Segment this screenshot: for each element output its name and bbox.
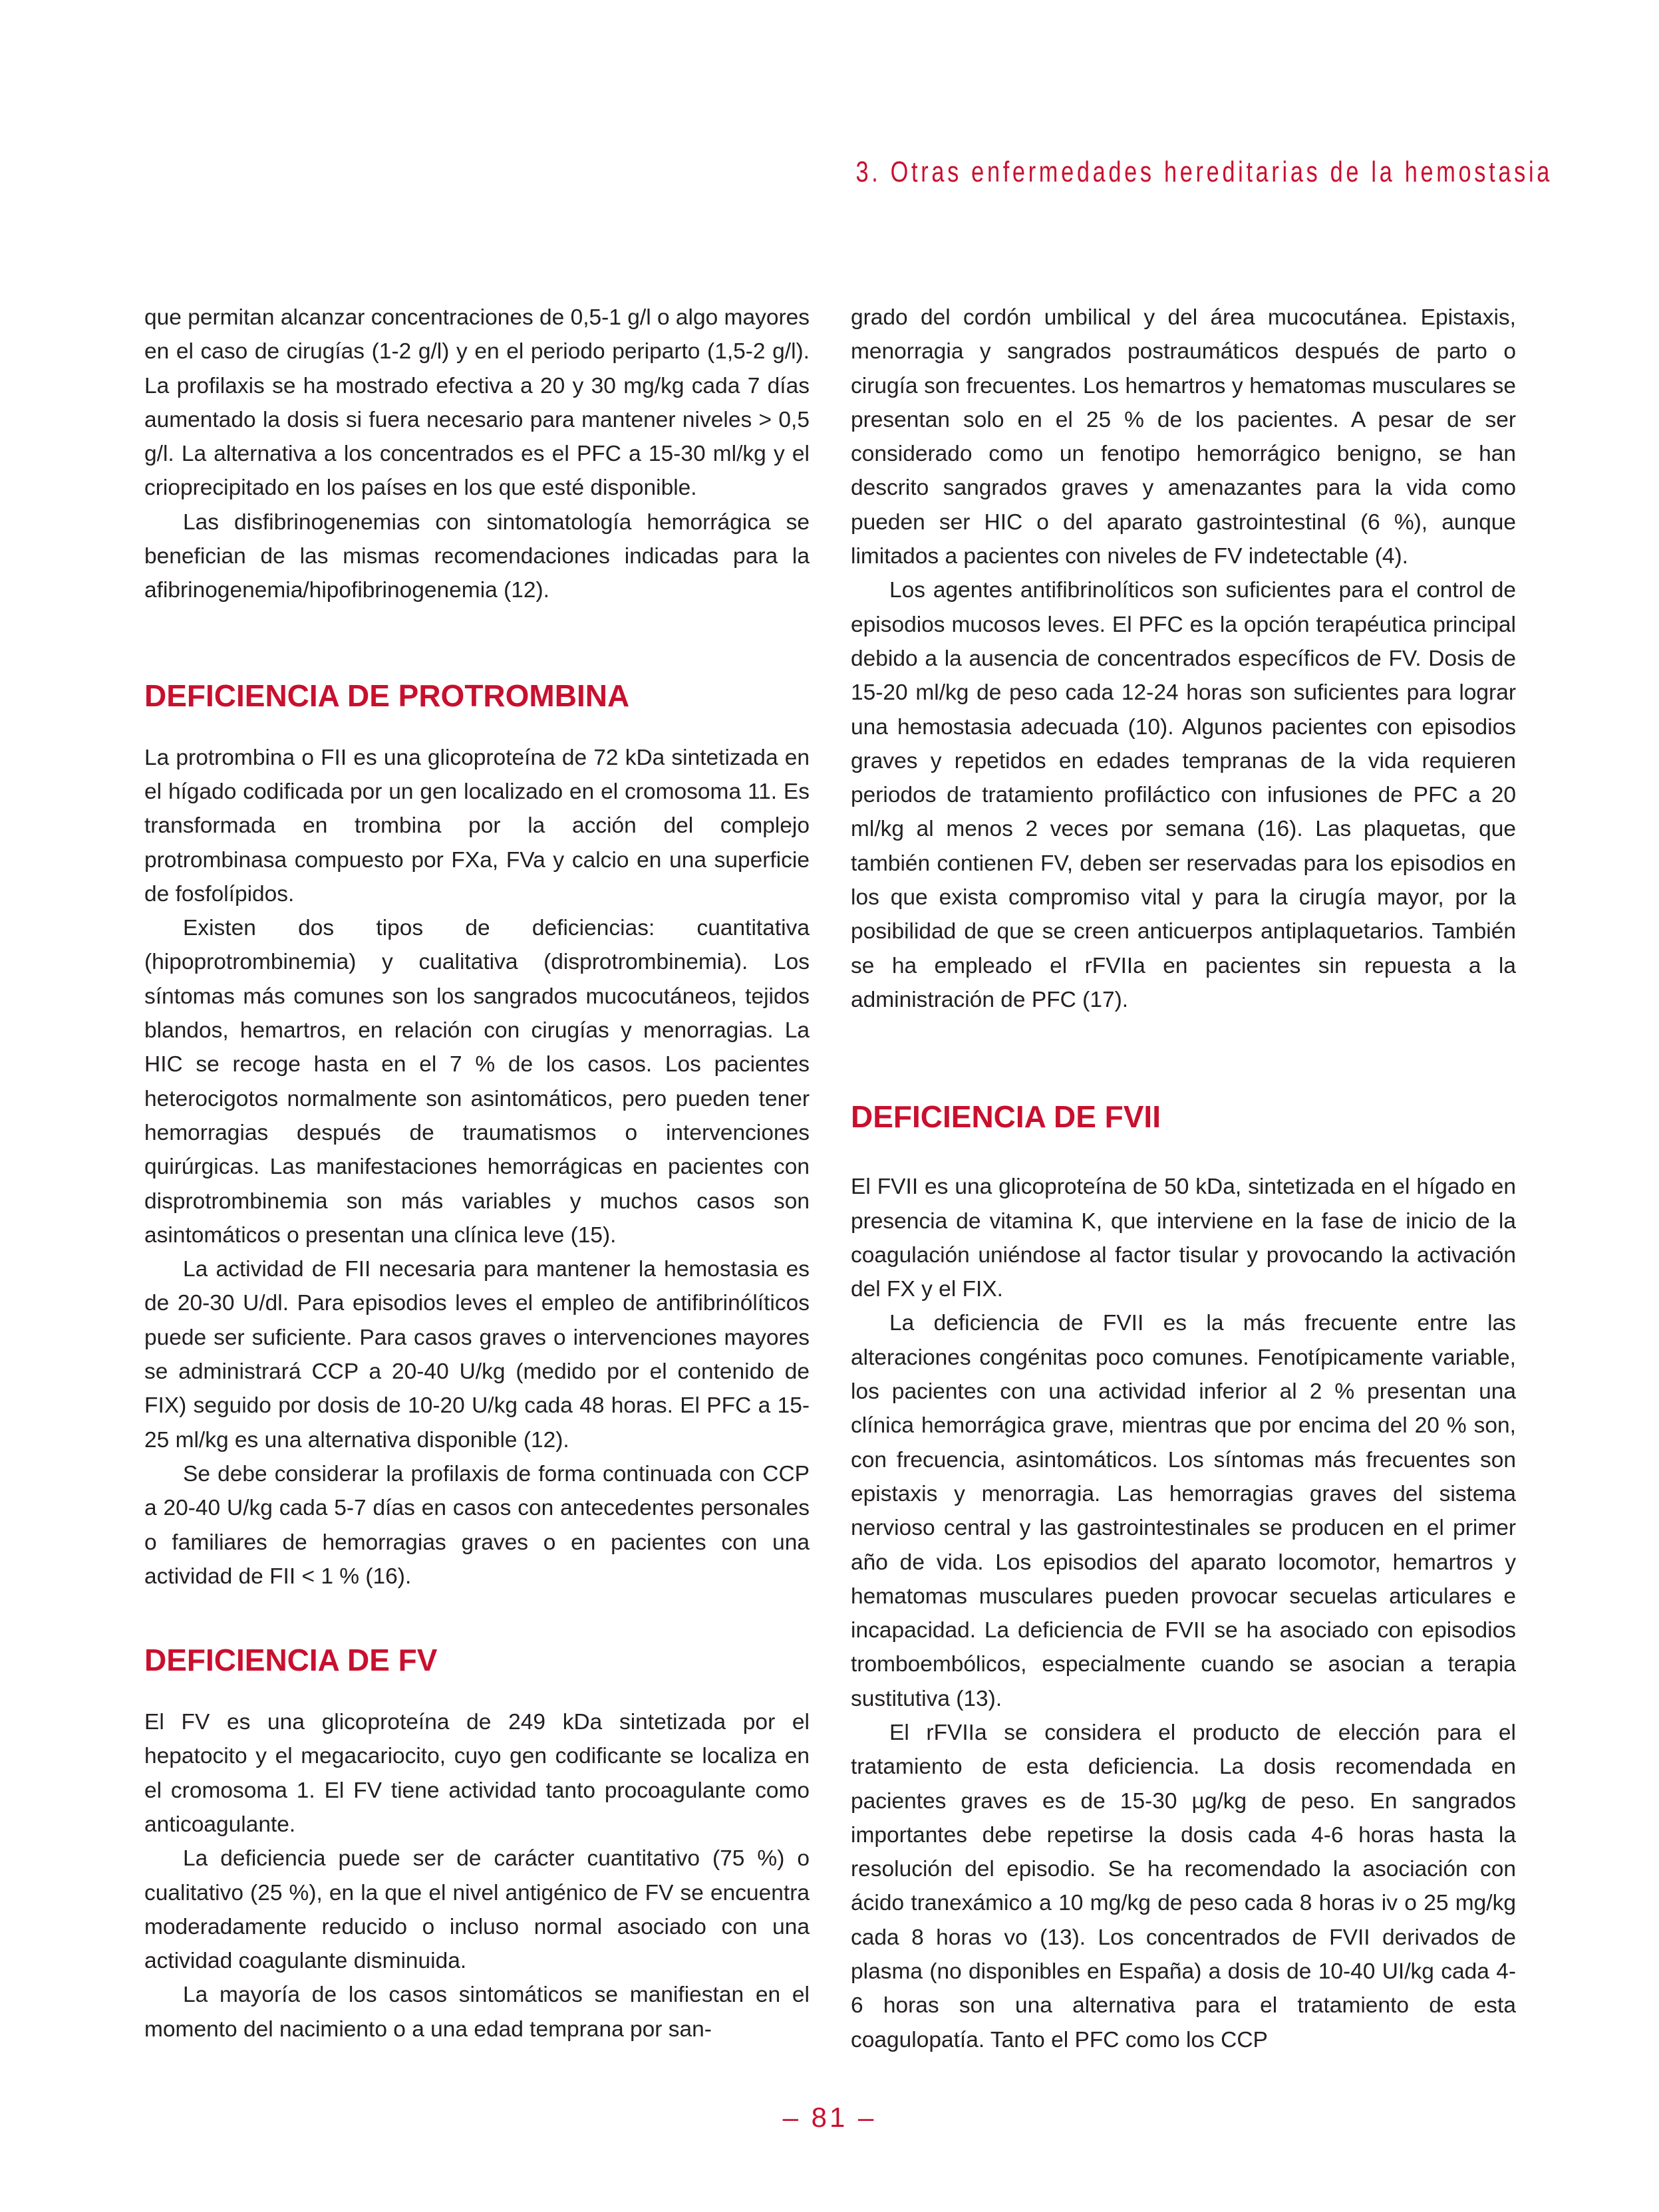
- left-column: [144, 301, 810, 2046]
- paragraph: El FV es una glicoproteína de 249 kDa sintetizada por el hepatocito y el megacariocito, cuyo gen codificante se localiza en el cromosoma 1. El FV tiene actividad tanto procoagulante como anticoagulante.: [144, 1710, 810, 1837]
- paragraph: La mayoría de los casos sintomáticos se manifiestan en el momento del nacimiento o a una edad temprana por san-: [144, 1983, 810, 2042]
- paragraph: Las disfibrinogenemias con sintomatología hemorrágica se benefician de las mismas recomendaciones indicadas para la afibrinogenemia/hipofibrinogenemia (12).: [144, 509, 810, 603]
- paragraph: La actividad de FII necesaria para mantener la hemostasia es de 20-30 U/dl. Para episodios leves el empleo de antifibrinólíticos puede ser suficiente. Para casos graves o intervenciones mayores se administrará CCP a 20-40 U/kg (medido por el contenido de FIX) seguido por dosis de 10-20 U/kg cada 48 horas. El PFC a 15-25 ml/kg es una alternativa disponible (12).: [144, 1257, 810, 1452]
- paragraph: que permitan alcanzar concentraciones de 0,5-1 g/l o algo mayores en el caso de cirugías (1-2 g/l) y en el periodo periparto (1,5-2 g/l). La profilaxis se ha mostrado efectiva a 20 y 30 mg/kg cada 7 días aumentado la dosis si fuera necesario para mantener niveles > 0,5 g/l. La alternativa a los concentrados es el PFC a 15-30 ml/kg y el crioprecipitado en los países en los que esté disponible.: [144, 305, 810, 501]
- paragraph: grado del cordón umbilical y del área mucocutánea. Epistaxis, menorragia y sangrados postraumáticos después de parto o cirugía son frecuentes. Los hemartros y hematomas musculares se presentan solo en el 25 % de los pacientes. A pesar de ser considerado como un fenotipo hemorrágico benigno, se han descrito sangrados graves y amenazantes para la vida como pueden ser HIC o del aparato gastrointestinal (6 %), aunque limitados a pacientes con niveles de FV indetectable (4).: [851, 305, 1516, 569]
- paragraph: El rFVIIa se considera el producto de elección para el tratamiento de esta deficiencia. La dosis recomendada en pacientes graves es de 15-30 µg/kg de peso. En sangrados importantes debe repetirse la dosis cada 4-6 horas hasta la resolución del episodio. Se ha recomendado la asociación con ácido tranexámico a 10 mg/kg de peso cada 8 horas iv o 25 mg/kg cada 8 horas vo (13). Los concentrados de FVII derivados de plasma (no disponibles en España) a dosis de 10-40 UI/kg cada 4-6 horas son una alternativa para el tratamiento de esta coagulopatía. Tanto el PFC como los CCP: [851, 1720, 1516, 2052]
- section-heading-fv: DEFICIENCIA DE FV: [144, 1643, 438, 1678]
- paragraph: El FVII es una glicoproteína de 50 kDa, sintetizada en el hígado en presencia de vitamina K, que interviene en la fase de inicio de la coagulación uniéndose al factor tisular y provocando la activación del FX y el FIX.: [851, 1175, 1516, 1302]
- page-number: – 81 –: [782, 2102, 877, 2133]
- section-heading-protrombina: DEFICIENCIA DE PROTROMBINA: [144, 678, 630, 713]
- paragraph: Se debe considerar la profilaxis de forma continuada con CCP a 20-40 U/kg cada 5-7 días en casos con antecedentes personales o familiares de hemorragias graves o en pacientes con una actividad de FII < 1 % (16).: [144, 1461, 810, 1589]
- paragraph: La deficiencia puede ser de carácter cuantitativo (75 %) o cualitativo (25 %), en la que el nivel antigénico de FV se encuentra moderadamente reducido o incluso normal asociado con una actividad coagulante disminuida.: [144, 1846, 810, 1974]
- running-head: 3. Otras enfermedades hereditarias de la hemostasia: [855, 156, 1553, 188]
- paragraph: La deficiencia de FVII es la más frecuente entre las alteraciones congénitas poco comunes. Fenotípicamente variable, los pacientes con una actividad inferior al 2 % presentan una clínica hemorrágica grave, mientras que por encima del 20 % son, con frecuencia, asintomáticos. Los síntomas más frecuentes son epistaxis y menorragia. Las hemorragias graves del sistema nervioso central y las gastrointestinales se producen en el primer año de vida. Los episodios del aparato locomotor, hemartros y hematomas musculares pueden provocar secuelas articulares e incapacidad. La deficiencia de FVII se ha asociado con episodios tromboembólicos, especialmente cuando se asocian a terapia sustitutiva (13).: [851, 1311, 1516, 1711]
- paragraph: La protrombina o FII es una glicoproteína de 72 kDa sintetizada en el hígado codificada por un gen localizado en el cromosoma 11. Es transformada en trombina por la acción del complejo protrombinasa compuesto por FXa, FVa y calcio en una superficie de fosfolípidos.: [144, 745, 810, 906]
- right-column: [851, 301, 1516, 2057]
- paragraph: Los agentes antifibrinolíticos son suficientes para el control de episodios mucosos leves. El PFC es la opción terapéutica principal debido a la ausencia de concentrados específicos de FV. Dosis de 15-20 ml/kg de peso cada 12-24 horas son suficientes para lograr una hemostasia adecuada (10). Algunos pacientes con episodios graves y repetidos en edades tempranas de la vida requieren periodos de tratamiento profiláctico con infusiones de PFC a 20 ml/kg al menos 2 veces por semana (16). Las plaquetas, que también contienen FV, deben ser reservadas para los episodios en los que exista compromiso vital y para la cirugía mayor, por la posibilidad de que se creen anticuerpos antiplaquetarios. También se ha empleado el rFVIIa en pacientes sin repuesta a la administración de PFC (17).: [851, 578, 1516, 1012]
- section-heading-fvii: DEFICIENCIA DE FVII: [851, 1099, 1161, 1135]
- paragraph: Existen dos tipos de deficiencias: cuantitativa (hipoprotrombinemia) y cualitativa (disprotrombinemia). Los síntomas más comunes son los sangrados mucocutáneos, tejidos blandos, hemartros, en relación con cirugías y menorragias. La HIC se recoge hasta en el 7 % de los casos. Los pacientes heterocigotos normalmente son asintomáticos, pero pueden tener hemorragias después de traumatismos o intervenciones quirúrgicas. Las manifestaciones hemorrágicas en pacientes con disprotrombinemia son más variables y muchos casos son asintomáticos o presentan una clínica leve (15).: [144, 916, 810, 1248]
